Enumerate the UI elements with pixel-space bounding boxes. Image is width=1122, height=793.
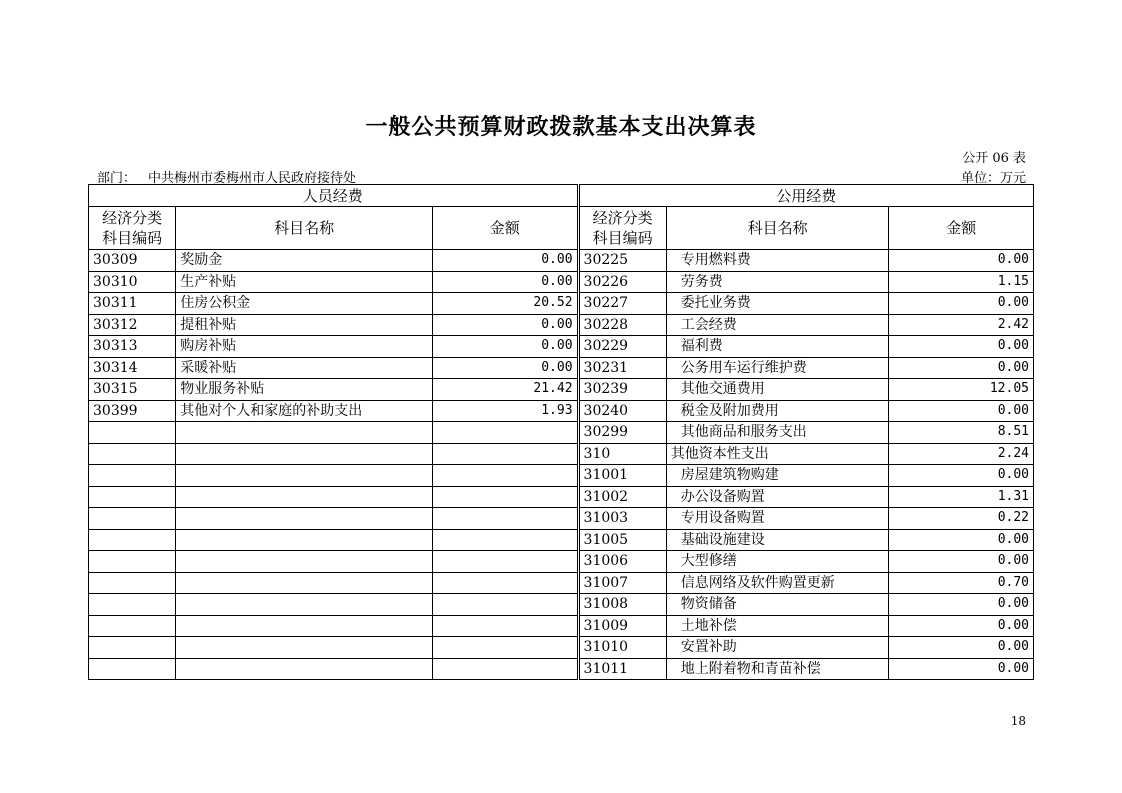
left-amount-cell: 0.00 <box>433 271 578 293</box>
left-code-cell: 30310 <box>89 271 176 293</box>
table-row <box>89 293 1034 315</box>
right-code-cell: 30227 <box>578 293 666 315</box>
right-name-cell: 房屋建筑物购建 <box>666 465 889 487</box>
right-amount-cell: 2.24 <box>889 443 1034 465</box>
right-name-cell: 专用设备购置 <box>666 508 889 530</box>
right-name-cell: 基础设施建设 <box>666 529 889 551</box>
left-name-cell: 奖励金 <box>176 250 433 272</box>
right-name-cell: 公务用车运行维护费 <box>666 357 889 379</box>
left-amount-cell <box>433 658 578 680</box>
left-code-cell: 30315 <box>89 379 176 401</box>
right-amount-cell: 0.00 <box>889 400 1034 422</box>
left-name-cell: 住房公积金 <box>176 293 433 315</box>
left-name-cell <box>176 508 433 530</box>
left-code-cell: 30313 <box>89 336 176 358</box>
right-amount-cell: 0.00 <box>889 551 1034 573</box>
right-amount-cell: 0.70 <box>889 572 1034 594</box>
personnel-expense-header: 人员经费 <box>89 185 579 207</box>
right-code-cell: 31006 <box>578 551 666 573</box>
right-amount-cell: 1.15 <box>889 271 1034 293</box>
left-amount-cell: 0.00 <box>433 357 578 379</box>
department-name: 中共梅州市委梅州市人民政府接待处 <box>148 171 357 186</box>
right-amount-cell: 0.00 <box>889 637 1034 659</box>
left-name-cell: 采暖补贴 <box>176 357 433 379</box>
right-code-header: 经济分类 科目编码 <box>578 207 666 250</box>
left-amount-cell <box>433 529 578 551</box>
left-name-cell: 购房补贴 <box>176 336 433 358</box>
right-name-cell: 土地补偿 <box>666 615 889 637</box>
left-amount-cell <box>433 422 578 444</box>
table-row <box>89 400 1034 422</box>
right-code-cell: 31009 <box>578 615 666 637</box>
left-amount-cell: 0.00 <box>433 314 578 336</box>
table-row <box>89 422 1034 444</box>
left-amount-cell <box>433 465 578 487</box>
left-amount-cell: 0.00 <box>433 336 578 358</box>
right-name-cell: 福利费 <box>666 336 889 358</box>
table-body <box>89 250 1034 680</box>
right-code-cell: 31010 <box>578 637 666 659</box>
right-name-header: 科目名称 <box>666 207 889 250</box>
right-code-cell: 30229 <box>578 336 666 358</box>
left-amount-cell: 0.00 <box>433 250 578 272</box>
right-code-cell: 31003 <box>578 508 666 530</box>
right-code-cell: 31011 <box>578 658 666 680</box>
right-name-cell: 信息网络及软件购置更新 <box>666 572 889 594</box>
column-header-row <box>89 207 1034 250</box>
right-code-cell: 30231 <box>578 357 666 379</box>
right-code-cell: 31007 <box>578 572 666 594</box>
left-amount-cell <box>433 486 578 508</box>
left-name-cell <box>176 486 433 508</box>
left-name-cell: 生产补贴 <box>176 271 433 293</box>
right-code-cell: 30228 <box>578 314 666 336</box>
left-code-cell <box>89 594 176 616</box>
right-name-cell: 地上附着物和青苗补偿 <box>666 658 889 680</box>
left-code-cell <box>89 529 176 551</box>
table-row <box>89 486 1034 508</box>
left-name-cell <box>176 637 433 659</box>
left-name-cell <box>176 465 433 487</box>
left-code-cell: 30309 <box>89 250 176 272</box>
table-row <box>89 336 1034 358</box>
table-row <box>89 271 1034 293</box>
left-code-cell <box>89 443 176 465</box>
left-amount-cell <box>433 637 578 659</box>
left-amount-header: 金额 <box>433 207 578 250</box>
left-amount-cell <box>433 443 578 465</box>
right-code-cell: 30240 <box>578 400 666 422</box>
table-row <box>89 551 1034 573</box>
group-header-row <box>89 185 1034 207</box>
table-row <box>89 637 1034 659</box>
right-code-cell: 31005 <box>578 529 666 551</box>
right-amount-cell: 8.51 <box>889 422 1034 444</box>
left-name-cell <box>176 422 433 444</box>
right-name-cell: 安置补助 <box>666 637 889 659</box>
left-name-cell <box>176 572 433 594</box>
left-code-cell: 30399 <box>89 400 176 422</box>
table-row <box>89 250 1034 272</box>
left-amount-cell <box>433 572 578 594</box>
left-name-cell: 物业服务补贴 <box>176 379 433 401</box>
right-code-cell: 31008 <box>578 594 666 616</box>
right-name-cell: 大型修缮 <box>666 551 889 573</box>
right-amount-cell: 12.05 <box>889 379 1034 401</box>
left-code-cell <box>89 658 176 680</box>
table-row <box>89 379 1034 401</box>
left-amount-cell <box>433 594 578 616</box>
right-amount-cell: 0.00 <box>889 465 1034 487</box>
right-name-cell: 其他资本性支出 <box>666 443 889 465</box>
left-amount-cell: 1.93 <box>433 400 578 422</box>
right-name-cell: 其他交通费用 <box>666 379 889 401</box>
public-expense-header: 公用经费 <box>578 185 1033 207</box>
left-name-cell <box>176 551 433 573</box>
right-amount-cell: 0.00 <box>889 615 1034 637</box>
table-row <box>89 465 1034 487</box>
left-code-header: 经济分类 科目编码 <box>89 207 176 250</box>
table-row <box>89 658 1034 680</box>
left-name-cell <box>176 529 433 551</box>
right-amount-cell: 1.31 <box>889 486 1034 508</box>
right-name-cell: 工会经费 <box>666 314 889 336</box>
table-row <box>89 508 1034 530</box>
left-name-cell <box>176 658 433 680</box>
page-number: 18 <box>1010 714 1026 728</box>
left-name-cell <box>176 615 433 637</box>
left-code-cell: 30312 <box>89 314 176 336</box>
right-name-cell: 其他商品和服务支出 <box>666 422 889 444</box>
table-row <box>89 572 1034 594</box>
left-code-cell <box>89 551 176 573</box>
left-amount-cell <box>433 508 578 530</box>
right-amount-cell: 0.00 <box>889 658 1034 680</box>
left-code-cell <box>89 422 176 444</box>
form-number: 公开 06 表 <box>962 151 1026 166</box>
right-code-cell: 31002 <box>578 486 666 508</box>
left-code-cell <box>89 508 176 530</box>
left-code-cell: 30314 <box>89 357 176 379</box>
left-amount-cell <box>433 551 578 573</box>
department-label: 部门： <box>97 171 137 186</box>
left-code-cell <box>89 572 176 594</box>
table-row <box>89 594 1034 616</box>
left-name-cell: 其他对个人和家庭的补助支出 <box>176 400 433 422</box>
right-amount-cell: 2.42 <box>889 314 1034 336</box>
right-amount-cell: 0.00 <box>889 529 1034 551</box>
left-amount-cell: 21.42 <box>433 379 578 401</box>
right-name-cell: 税金及附加费用 <box>666 400 889 422</box>
left-amount-cell <box>433 615 578 637</box>
table-row <box>89 314 1034 336</box>
left-code-cell <box>89 465 176 487</box>
right-code-cell: 30226 <box>578 271 666 293</box>
right-code-cell: 30239 <box>578 379 666 401</box>
right-amount-header: 金额 <box>889 207 1034 250</box>
table-row <box>89 443 1034 465</box>
page-title: 一般公共预算财政拨款基本支出决算表 <box>365 114 757 140</box>
right-name-cell: 办公设备购置 <box>666 486 889 508</box>
left-code-cell: 30311 <box>89 293 176 315</box>
right-amount-cell: 0.00 <box>889 594 1034 616</box>
left-code-cell <box>89 615 176 637</box>
right-amount-cell: 0.22 <box>889 508 1034 530</box>
right-code-cell: 310 <box>578 443 666 465</box>
right-name-cell: 专用燃料费 <box>666 250 889 272</box>
table-row <box>89 357 1034 379</box>
right-name-cell: 物资储备 <box>666 594 889 616</box>
left-name-cell: 提租补贴 <box>176 314 433 336</box>
right-code-cell: 30225 <box>578 250 666 272</box>
unit-label: 单位：万元 <box>960 171 1026 186</box>
right-amount-cell: 0.00 <box>889 357 1034 379</box>
right-name-cell: 委托业务费 <box>666 293 889 315</box>
left-name-cell <box>176 443 433 465</box>
left-name-header: 科目名称 <box>176 207 433 250</box>
right-amount-cell: 0.00 <box>889 250 1034 272</box>
left-code-cell <box>89 637 176 659</box>
right-code-cell: 31001 <box>578 465 666 487</box>
right-code-cell: 30299 <box>578 422 666 444</box>
right-name-cell: 劳务费 <box>666 271 889 293</box>
left-name-cell <box>176 594 433 616</box>
table-row <box>89 529 1034 551</box>
expenditure-table <box>88 184 1034 680</box>
left-amount-cell: 20.52 <box>433 293 578 315</box>
left-code-cell <box>89 486 176 508</box>
table-row <box>89 615 1034 637</box>
right-amount-cell: 0.00 <box>889 293 1034 315</box>
right-amount-cell: 0.00 <box>889 336 1034 358</box>
